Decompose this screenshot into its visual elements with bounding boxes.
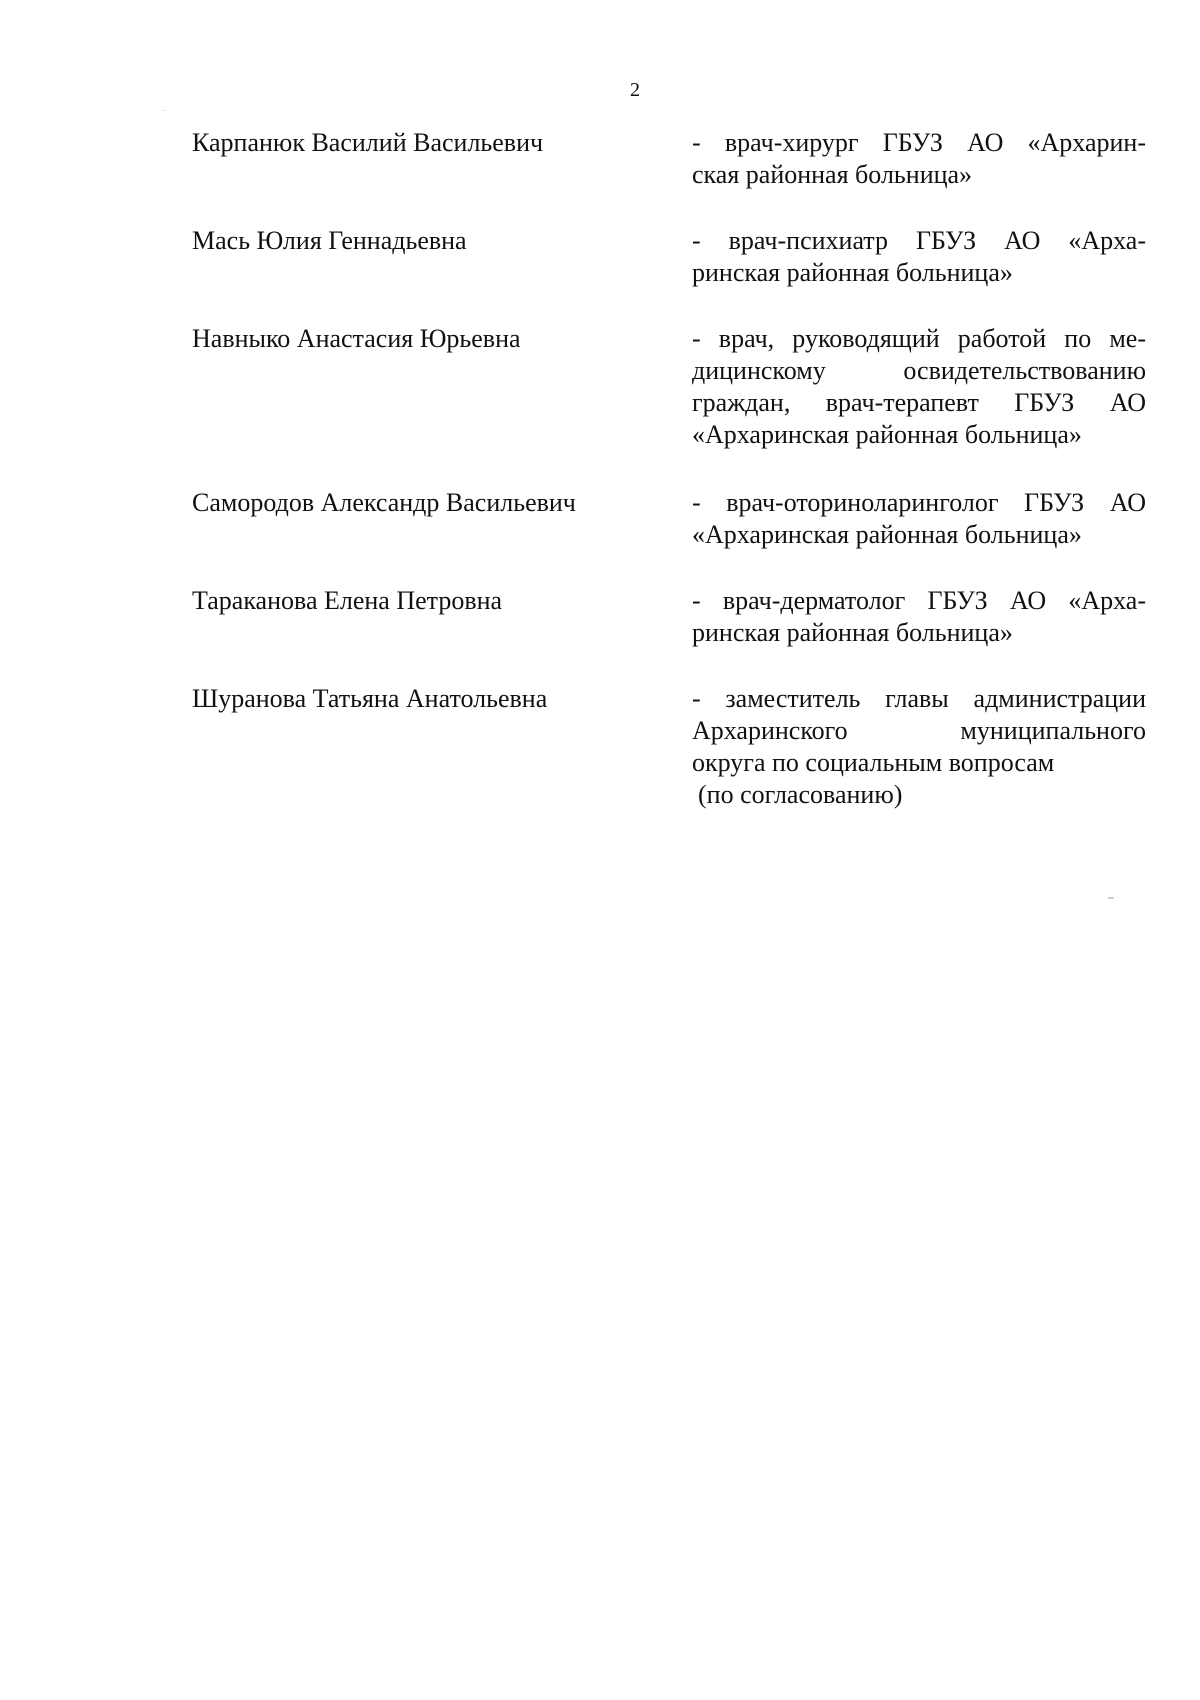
scan-artifact	[1108, 897, 1114, 899]
scan-artifact	[163, 110, 166, 111]
position-line: - врач-хирург ГБУЗ АО «Архарин-	[692, 128, 1146, 157]
member-position	[692, 487, 1146, 551]
position-line: ринская районная больница»	[692, 618, 1013, 647]
position-line: «Архаринская районная больница»	[692, 420, 1082, 449]
position-line: дицинскому освидетельствованию	[692, 356, 1146, 385]
member-name: Карпанюк Василий Васильевич	[192, 128, 544, 157]
position-line: округа по социальным вопросам	[692, 748, 1055, 777]
position-line: (по согласованию)	[698, 780, 903, 809]
member-position	[692, 323, 1146, 451]
position-line: - врач-психиатр ГБУЗ АО «Арха-	[692, 226, 1146, 255]
position-line: - врач-дерматолог ГБУЗ АО «Арха-	[692, 586, 1146, 615]
position-line: ринская районная больница»	[692, 258, 1013, 287]
position-line: «Архаринская районная больница»	[692, 520, 1082, 549]
position-line: Архаринского муниципального	[692, 716, 1146, 745]
member-name: Тараканова Елена Петровна	[192, 586, 503, 615]
member-name: Мась Юлия Геннадьевна	[192, 226, 467, 255]
member-position	[692, 127, 1146, 191]
position-line: ская районная больница»	[692, 160, 973, 189]
position-line: - заместитель главы администрации	[692, 684, 1146, 713]
position-line: - врач-оториноларинголог ГБУЗ АО	[692, 488, 1146, 517]
position-line: граждан, врач-терапевт ГБУЗ АО	[692, 388, 1146, 417]
member-name: Шуранова Татьяна Анатольевна	[192, 684, 548, 713]
member-name: Навныко Анастасия Юрьевна	[192, 324, 521, 353]
member-position	[692, 225, 1146, 289]
member-position	[692, 585, 1146, 649]
member-name: Самородов Александр Васильевич	[192, 488, 576, 517]
position-line: - врач, руководящий работой по ме-	[692, 324, 1146, 353]
page-number: 2	[630, 79, 640, 101]
member-position	[692, 683, 1146, 811]
